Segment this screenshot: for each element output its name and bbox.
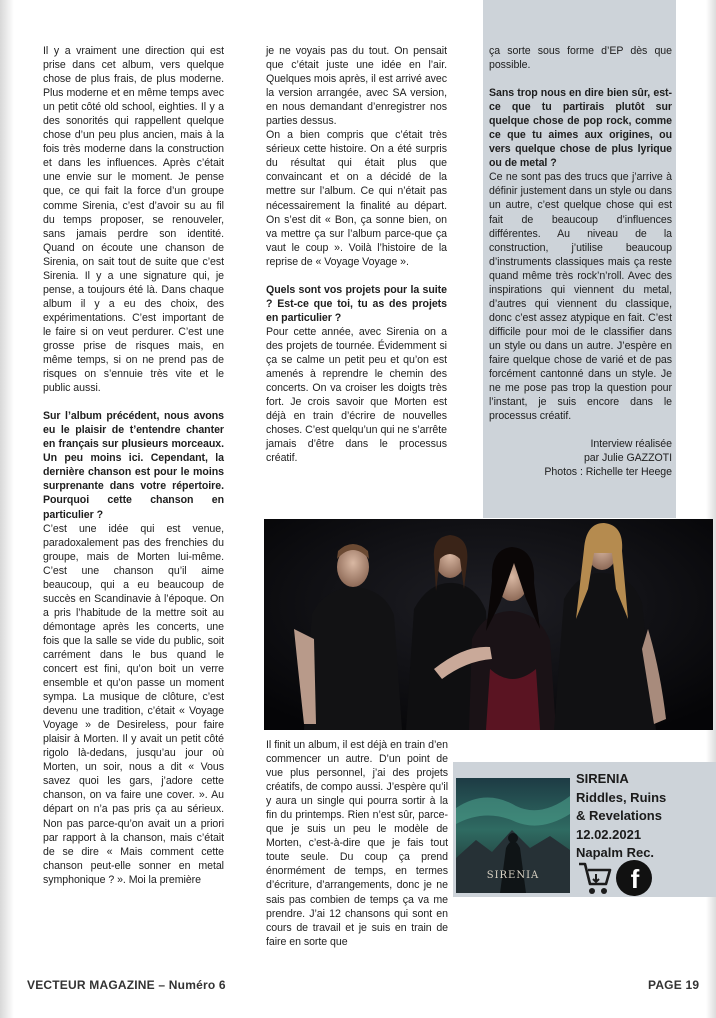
credit-interviewer: Interview réalisée [590, 438, 672, 451]
album-links [578, 858, 678, 898]
credit-photographer: Photos : Richelle ter Heege [544, 466, 672, 479]
album-band: SIRENIA [576, 771, 629, 786]
facebook-glyph: f [630, 864, 640, 894]
column-3 [489, 44, 672, 479]
band-photo-illustration [264, 519, 713, 730]
paragraph: On a bien compris que c’était très sérieux cette histoire. On a été surpris du résultat qui était plus que convaincant et on a décidé de la mettre sur l’album. Ce qui n’était pas nécessairement la finalité au départ. On s’est dit « Bon, ça sonne bien, on va mettre ça sur l’album parce-que ça vaut le coup ». Voilà l’histoire de la reprise de « Voyage Voyage ». [266, 129, 447, 268]
interview-question: Sur l’album précédent, nous avons eu le plaisir de t’entendre chanter en français sur plusieurs morceaux. Un peu moins ici. Cependant, la dernière chanson est pour le moins surprenante dans votre répertoire. Pourquoi cette chanson en particulier ? [43, 410, 224, 521]
paragraph: Ce ne sont pas des trucs que j’arrive à définir justement dans un style ou dans un autre, c’est quelque chose qui est fait de beaucoup d’influences différentes. Au niveau de la construction, j’utilise beaucoup d’instruments classiques mais ça reste quand même très rock’n’roll. Avec des inspirations qui viennent du metal, d’autres qui viennent du classique, donc c’est assez atypique en fait. C’est difficile pour moi de le classifier dans un style ou dans un autre. J’espère en faire quelque chose de varié et de pas forcément cantonné dans un style. Je ne me pose pas trop la question pour l’instant, je suis encore dans le processus créatif. [489, 171, 672, 423]
interview-question: Sans trop nous en dire bien sûr, est-ce que tu partirais plutôt sur quelque chose de pop rock, comme ce que tu aimes aux origines, ou vers quelque chose de plus lyrique ou de metal ? [489, 87, 672, 170]
page-edge-left [0, 0, 14, 1018]
paragraph: Il y a vraiment une direction qui est prise dans cet album, vers quelque chose de plus frais, de plus moderne. Plus moderne et en même temps avec un petit côté old school, eighties. Il y a des sonorités qui rappellent quelque chose d’un peu plus ancien, mais à la fois très moderne dans la construction et dans les influences. Après c’était une envie sur le moment. Je pense que, ce qui fait la force d’un groupe comme Sirenia, c’est d’avoir su au fil du temps proposer, se renouveler, sans jamais perdre son identité. Quand on écoute une chanson de Sirenia, on sait tout de suite que c’est Sirenia. Il y a une signature qui, je pense, a toujours été là. Dans chaque album il y a eu des choix, des expérimentations. C’est important de le faire si on veut perdurer. C’est une grosse prise de risques mais, en même temps, si on ne prend pas de risques on s’ennuie très vite et le public aussi. [43, 45, 224, 395]
paragraph: C’est une idée qui est venue, paradoxalement pas des frenchies du groupe, mais de Morten lui-même. C’est une chanson qu’il aime beaucoup, qui a eu beaucoup de succès en Scandinavie à l’époque. On a pris l’habitude de la mettre soit au démontage après les concerts, une fois que la salle se vide du public, soit carrément dans le bus quand le concert est fini, qu’on boit un verre ensemble et qu’on passe un moment sympa. La musique de clôture, c’est devenu une tradition, c’était « Voyage Voyage » de Desireless, pour faire plaisir à Morten. Il y avait un petit côté rigolo là-dedans, jusqu’au jour où Morten, un soir, nous a dit « Vous savez quoi les gars, j’adore cette chanson, on va faire une cover. ». Au départ on n’a pas pris ça au sérieux. Non pas parce-qu’on avait un a priori par rapport à la chanson, mais c’était de se dire « Mais comment cette chanson peut-elle sonner en metal symphonique ? ». Moi la première [43, 522, 224, 886]
footer-page-number: PAGE 19 [648, 978, 700, 992]
interview-question: Quels sont vos projets pour la suite ? Est-ce que toi, tu as des projets en particulier ? [266, 283, 447, 324]
album-cover [456, 778, 570, 893]
album-release-date: 12.02.2021 [576, 826, 642, 842]
paragraph: Il finit un album, il est déjà en train d’en commencer un autre. D’un point de vue plus personnel, j’ai des projets créatifs, de compo aussi. J’espère qu’il y aura un single qui pourra sortir à la fin du printemps. Rien n’est sûr, parce-que je suis un peu le modèle de Morten, c’est-à-dire que je fais tout toute seule. Du coup ça prend énormément de temps, en termes d’écriture, d’arrangements, donc je ne sais pas combien de temps ça va me prendre. J’ai 12 chansons qui sont en cours de travail et je suis en train de faire en sorte que [266, 739, 448, 948]
column-1 [43, 44, 224, 887]
shopping-cart-icon[interactable] [579, 864, 610, 894]
band-photo [264, 519, 713, 730]
paragraph: Pour cette année, avec Sirenia on a des projets de tournée. Évidemment si ça se calme un petit peu et qu’on est amenés à reprendre le chemin des concerts. On va croiser les doigts très fort. Je crois savoir que Morten est déjà en train d’écrire de nouvelles choses. C’est quelqu’un qui ne s’arrête jamais d’être dans le processus créatif. [266, 325, 447, 465]
facebook-icon[interactable] [616, 860, 652, 896]
album-title-line-2: & Revelations [576, 808, 662, 823]
column-2-bottom [266, 738, 448, 949]
column-2-top [266, 44, 447, 465]
album-cover-art [456, 778, 570, 893]
album-label: Napalm Rec. [576, 845, 655, 860]
paragraph: ça sorte sous forme d’EP dès que possible. [489, 45, 672, 72]
album-details [576, 770, 706, 863]
credit-author: par Julie GAZZOTI [583, 452, 672, 465]
paragraph: je ne voyais pas du tout. On pensait que c’était juste une idée en l’air. Quelques mois après, il est arrivé avec la version arrangée, avec SA version, en nous demandant d’enregistrer nos parties dessus. [266, 45, 447, 128]
footer-magazine-title: VECTEUR MAGAZINE – Numéro 6 [27, 978, 226, 992]
album-title-line-1: Riddles, Ruins [576, 789, 667, 805]
album-cover-band-name: SIRENIA [486, 870, 540, 881]
